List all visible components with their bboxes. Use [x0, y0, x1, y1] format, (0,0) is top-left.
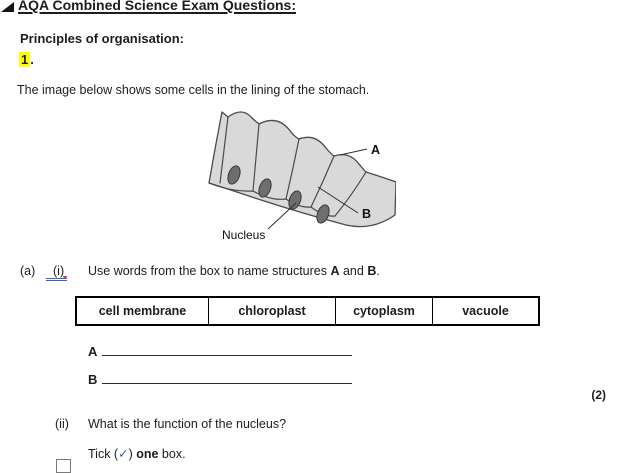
question-number — [19, 52, 34, 67]
question-intro-text: The image below shows some cells in the lining of the stomach. — [17, 83, 370, 97]
stomach-cells-diagram — [196, 104, 396, 244]
spellcheck-mark — [63, 273, 67, 278]
word-box-cytoplasm: cytoplasm — [335, 298, 432, 324]
answer-row-a — [88, 342, 352, 359]
word-box-cell-membrane: cell membrane — [98, 304, 187, 318]
part-aii-question: What is the function of the nucleus? — [88, 417, 287, 431]
word-box-vacuole: vacuole — [432, 298, 538, 324]
part-a-roman-i — [46, 264, 67, 281]
instruction-and: and — [339, 264, 368, 278]
instruction-period: . — [376, 264, 380, 278]
part-aii-roman: (ii) — [55, 417, 69, 431]
part-a-roman-i-text: (i) — [53, 264, 65, 278]
answer-a-input-line[interactable] — [102, 342, 352, 356]
tick-instruction — [88, 446, 186, 461]
word-box — [75, 296, 540, 326]
tick-close: ) — [128, 447, 137, 461]
tick-prefix: Tick ( — [88, 447, 119, 461]
marks-badge: (2) — [591, 388, 606, 402]
instruction-bold-a: A — [330, 264, 340, 278]
answer-row-b — [88, 370, 352, 387]
instruction-bold-b: B — [367, 264, 377, 278]
answer-a-label: A — [88, 344, 98, 359]
tick-suffix: box. — [158, 447, 186, 461]
page-title: AQA Combined Science Exam Questions: — [18, 0, 296, 13]
section-subtitle: Principles of organisation: — [20, 31, 184, 46]
label-a-leader-line — [340, 149, 367, 155]
diagram-label-b: B — [362, 207, 372, 221]
answer-checkbox[interactable] — [56, 459, 71, 473]
answer-b-input-line[interactable] — [102, 370, 352, 384]
part-a-instruction — [88, 264, 380, 278]
question-number-highlight: 1 — [21, 52, 29, 67]
question-number-suffix: . — [30, 52, 34, 67]
diagram-nucleus-label: Nucleus — [222, 228, 266, 242]
tick-check-icon: ✓ — [118, 447, 129, 461]
word-box-chloroplast: chloroplast — [208, 298, 335, 324]
instruction-prefix: Use words from the box to name structures — [88, 264, 331, 278]
diagram-label-a: A — [371, 143, 381, 157]
answer-b-label: B — [88, 372, 98, 387]
part-a-label: (a) — [20, 264, 36, 278]
collapse-triangle-icon[interactable] — [1, 2, 14, 12]
tick-bold-one: one — [136, 447, 159, 461]
